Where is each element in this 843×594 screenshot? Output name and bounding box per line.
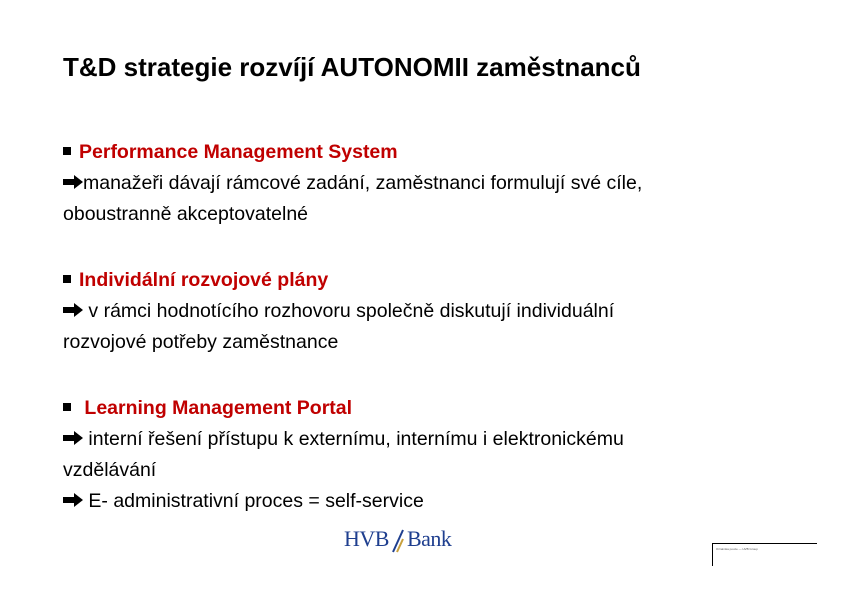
section-individual-plans	[63, 265, 823, 358]
logo-text	[344, 526, 451, 554]
section-heading	[63, 393, 823, 424]
section-line: oboustranně akceptovatelné	[63, 203, 309, 225]
section-heading	[63, 265, 823, 296]
logo-text-bank: Bank	[406, 526, 452, 551]
section-line	[63, 424, 823, 455]
footer-text: Oznámka pouze — HVB Group	[716, 547, 758, 551]
hvb-bank-logo	[340, 522, 500, 562]
section-line	[63, 168, 823, 199]
section-line-text: interní řešení přístupu k externímu, internímu i elektronickému	[83, 428, 624, 450]
section-heading-text: Individální rozvojové plány	[79, 269, 329, 291]
section-heading-text: Performance Management System	[79, 141, 398, 163]
section-performance-management	[63, 137, 823, 230]
section-line-text: v rámci hodnotícího rozhovoru společně diskutují individuální	[83, 300, 615, 322]
section-line	[63, 486, 823, 517]
page-title: T&D strategie rozvíjí AUTONOMII zaměstnanců	[63, 52, 641, 82]
square-bullet-icon	[63, 147, 71, 155]
logo-text-hvb: HVB	[344, 526, 389, 551]
logo-divider-icon	[391, 528, 405, 554]
right-arrow-icon	[63, 493, 83, 507]
square-bullet-icon	[63, 275, 71, 283]
section-line-text: manažeři dávají rámcové zadání, zaměstnanci formulují své cíle,	[83, 172, 643, 194]
section-line	[63, 296, 823, 327]
section-heading	[63, 137, 823, 168]
square-bullet-icon	[63, 403, 71, 411]
footer-note	[712, 543, 817, 566]
right-arrow-icon	[63, 175, 83, 189]
section-line-text: E- administrativní proces = self-service	[83, 490, 424, 512]
section-line: rozvojové potřeby zaměstnance	[63, 331, 339, 353]
section-learning-portal	[63, 393, 823, 517]
section-line: vzdělávání	[63, 459, 157, 481]
right-arrow-icon	[63, 431, 83, 445]
section-heading-text: Learning Management Portal	[79, 397, 353, 419]
right-arrow-icon	[63, 303, 83, 317]
